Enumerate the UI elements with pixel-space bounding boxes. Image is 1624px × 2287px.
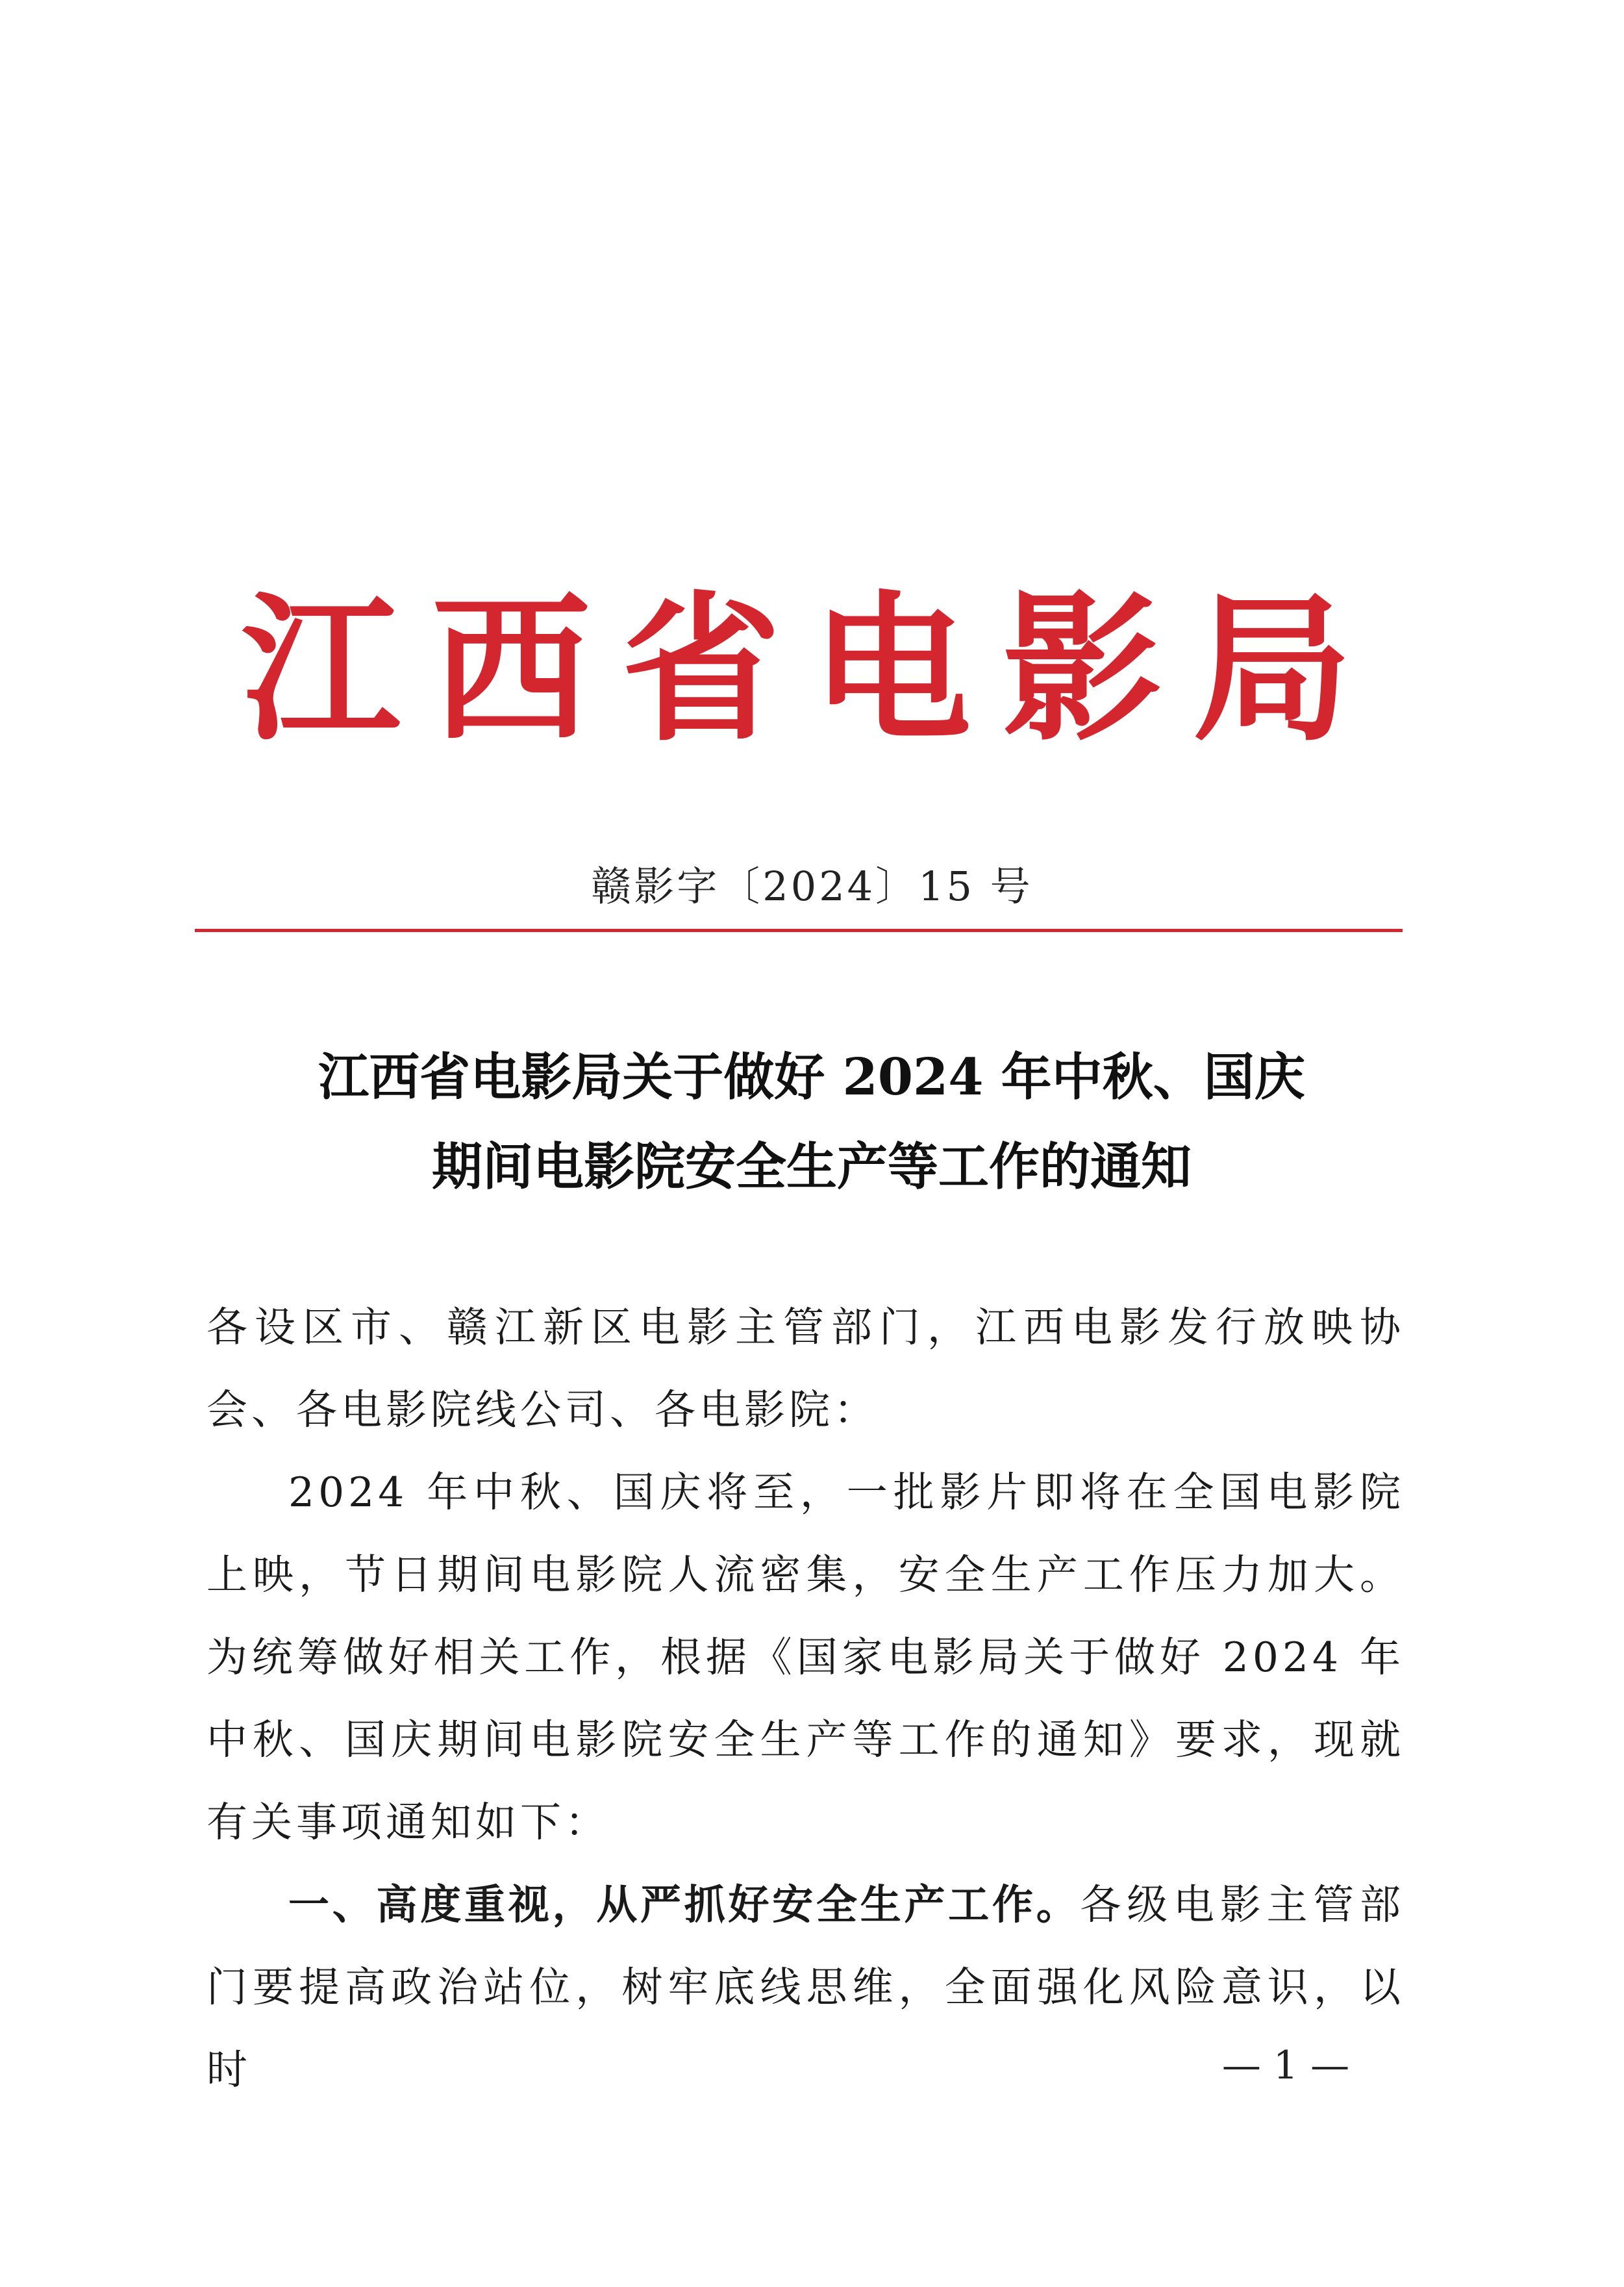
page-number: — 1 — [1221,2043,1350,2088]
document-body [206,1286,1405,2111]
document-title [130,1033,1493,1212]
document-title-line-2: 期间电影院安全生产等工作的通知 [431,1137,1192,1196]
section-1-heading: 一、高度重视，从严抓好安全生产工作。 [288,1881,1081,1928]
section-1-text: 各级电影主管部门要提高政治站位，树牢底线思维，全面强化风险意识，以时 [206,1881,1405,2093]
addressee-paragraph: 各设区市、赣江新区电影主管部门，江西电影发行放映协会、各电影院线公司、各电影院： [206,1304,1405,1434]
red-divider-line [195,929,1403,932]
document-title-line-1: 江西省电影局关于做好 2024 年中秋、国庆 [318,1048,1305,1107]
document-number: 赣影字〔2024〕15 号 [591,863,1033,910]
intro-paragraph: 2024 年中秋、国庆将至，一批影片即将在全国电影院上映，节日期间电影院人流密集，安全生产工作压力加大。为统筹做好相关工作，根据《国家电影局关于做好 2024 年中秋、国庆期间电影院安全生产等工作的通知》要求，现就有关事项通知如下： [206,1469,1405,1846]
letterhead-agency-name: 江西省电影局 [241,575,1383,763]
